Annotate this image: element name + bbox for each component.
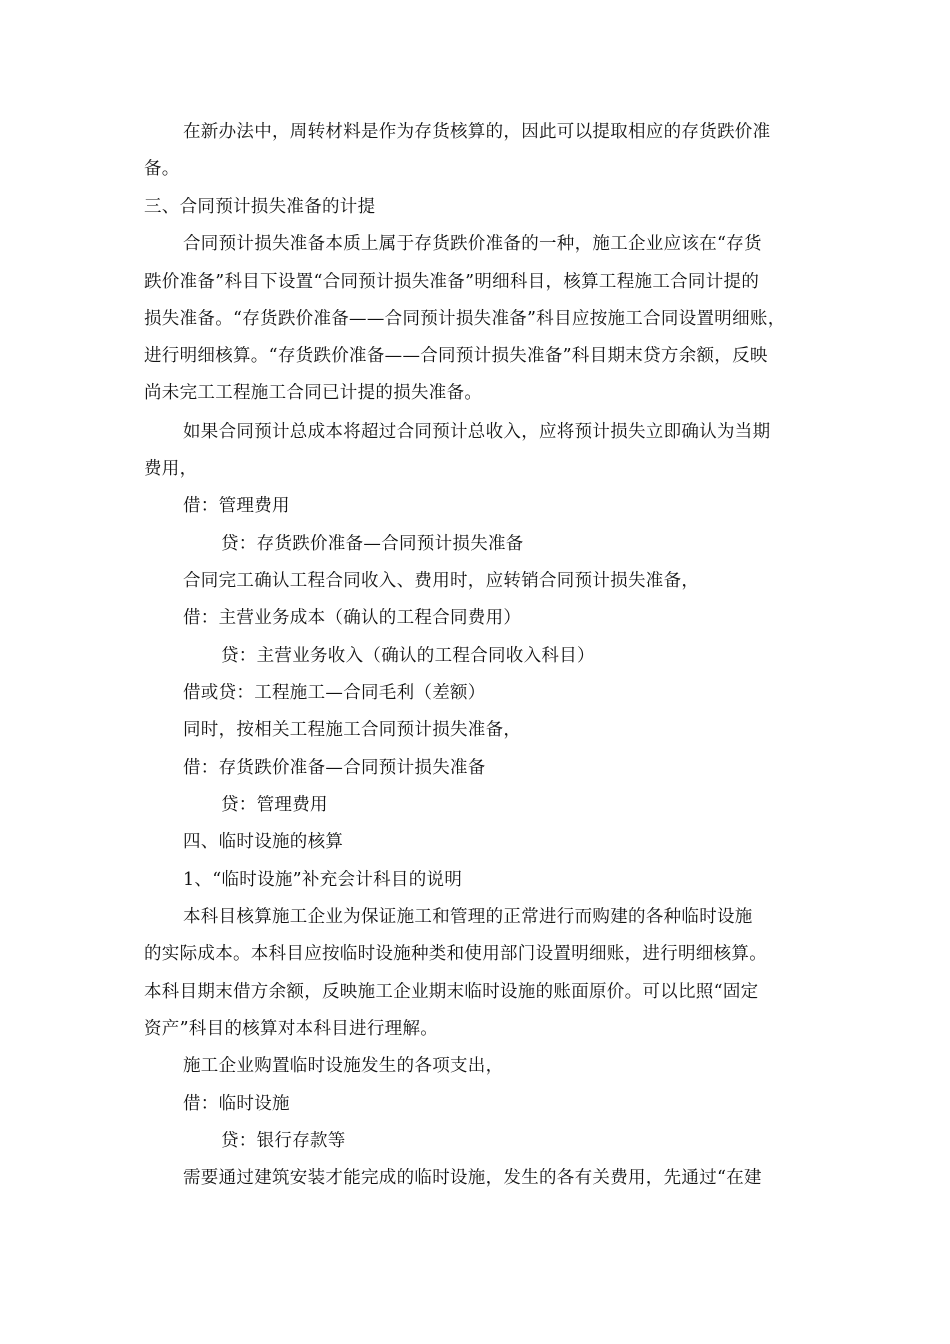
paragraph-line: 本科目期末借方余额，反映施工企业期末临时设施的账面原价。可以比照“固定: [144, 982, 759, 1002]
journal-entry-debit: 借：临时设施: [183, 1094, 290, 1114]
journal-entry-credit: 贷：主营业务收入（确认的工程合同收入科目）: [221, 646, 595, 666]
journal-entry-debit-or-credit: 借或贷：工程施工—合同毛利（差额）: [183, 683, 486, 703]
journal-entry-debit: 借：主营业务成本（确认的工程合同费用）: [183, 608, 522, 628]
paragraph-line: 施工企业购置临时设施发生的各项支出，: [183, 1056, 504, 1076]
paragraph-line: 备。: [144, 159, 180, 179]
paragraph-line: 合同预计损失准备本质上属于存货跌价准备的一种，施工企业应该在“存货: [183, 234, 762, 254]
paragraph-line: 资产”科目的核算对本科目进行理解。: [144, 1019, 439, 1039]
section-heading: 四、临时设施的核算: [183, 832, 344, 852]
paragraph-line: 本科目核算施工企业为保证施工和管理的正常进行而购建的各种临时设施: [183, 907, 753, 927]
paragraph-line: 合同完工确认工程合同收入、费用时，应转销合同预计损失准备，: [183, 571, 700, 591]
paragraph-line: 同时，按相关工程施工合同预计损失准备，: [183, 720, 522, 740]
journal-entry-debit: 借：管理费用: [183, 496, 290, 516]
paragraph-line: 费用，: [144, 459, 198, 479]
journal-entry-credit: 贷：管理费用: [221, 795, 328, 815]
journal-entry-debit: 借：存货跌价准备—合同预计损失准备: [183, 758, 486, 778]
section-heading: 三、合同预计损失准备的计提: [144, 197, 376, 217]
paragraph-line: 如果合同预计总成本将超过合同预计总收入，应将预计损失立即确认为当期: [183, 422, 771, 442]
paragraph-line: 进行明细核算。“存货跌价准备——合同预计损失准备”科目期末贷方余额，反映: [144, 346, 768, 366]
journal-entry-credit: 贷：存货跌价准备—合同预计损失准备: [221, 534, 524, 554]
paragraph-line: 需要通过建筑安装才能完成的临时设施，发生的各有关费用，先通过“在建: [183, 1168, 762, 1188]
journal-entry-credit: 贷：银行存款等: [221, 1131, 346, 1151]
subsection-heading: 1、“临时设施”补充会计科目的说明: [183, 870, 463, 890]
paragraph-line: 尚未完工工程施工合同已计提的损失准备。: [144, 383, 483, 403]
paragraph-line: 跌价准备”科目下设置“合同预计损失准备”明细科目，核算工程施工合同计提的: [144, 272, 760, 292]
paragraph-line: 在新办法中，周转材料是作为存货核算的，因此可以提取相应的存货跌价准: [183, 122, 771, 142]
paragraph-line: 的实际成本。本科目应按临时设施种类和使用部门设置明细账，进行明细核算。: [144, 944, 767, 964]
paragraph-line: 损失准备。“存货跌价准备——合同预计损失准备”科目应按施工合同设置明细账，: [144, 309, 786, 329]
